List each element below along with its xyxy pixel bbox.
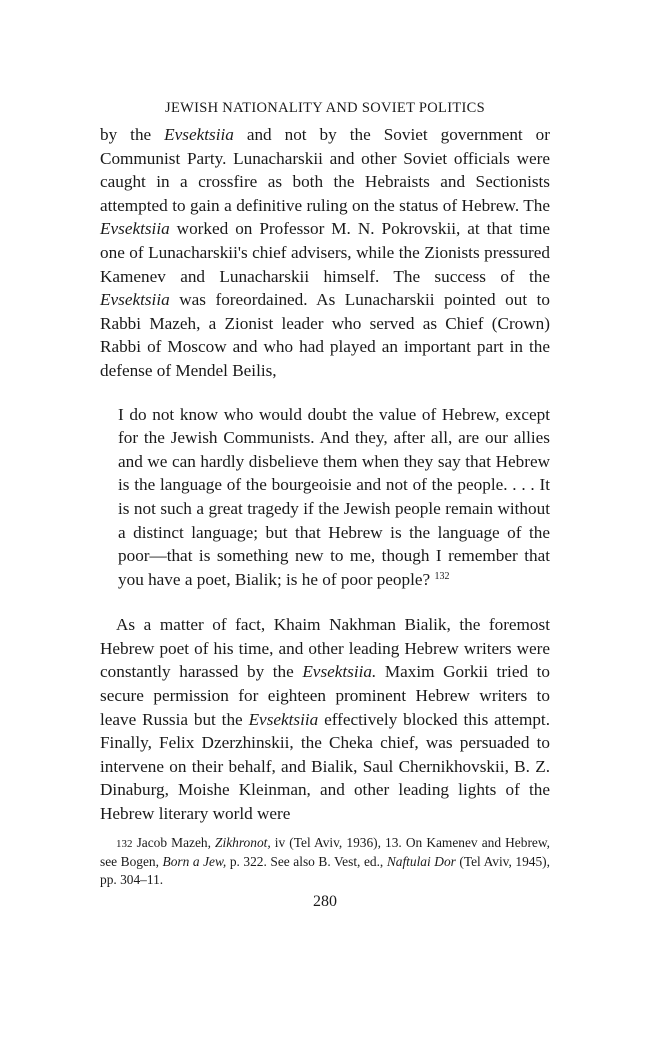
text-run: p. 322. See also B. Vest, ed., xyxy=(226,853,387,869)
quote-text: I do not know who would doubt the value of Hebrew, except for the Jewish Communists. And they, after all, are our allies and we can hardly disbelieve them when they say that Hebrew is the language of the bourgeoisie and not of the people. . . . It is not such a great tragedy if the Jewish people remain without a distinct language; but that Hebrew is the language of the poor—that is something new to me, though I remember that you have a poet, Bialik; is he of poor people? xyxy=(118,404,550,589)
text-run: As a matter of fact, Khaim Nakhman Bialik, the foremost Hebrew poet of his time, and other leading Hebrew writers were constantly harassed by the xyxy=(100,615,550,682)
body-paragraph-2 xyxy=(100,613,550,825)
text-run: Maxim Gorkii tried to secure permission for eighteen prominent Hebrew writers to leave Russia but the xyxy=(100,662,550,729)
book-page xyxy=(100,96,550,911)
footnote-132 xyxy=(100,834,550,890)
text-run: worked on Professor M. N. Pokrovskii, at that time one of Lunacharskii's chief advisers, while the Zionists pressured Kamenev and Lunacharskii himself. The success of the xyxy=(100,219,550,286)
body-paragraph-1 xyxy=(100,123,550,383)
text-run: was foreordained. As Lunacharskii pointed out to Rabbi Mazeh, a Zionist leader who served as Chief (Crown) Rabbi of Moscow and who had played an important part in the defense of Mendel Beilis, xyxy=(100,290,550,380)
text-run: Jacob Mazeh, xyxy=(132,834,216,850)
italic-term: Evsektsiia xyxy=(248,709,319,729)
text-run: effectively blocked this attempt. Finally, Felix Dzerzhinskii, the Cheka chief, was persuaded to intervene on their behalf, and Bialik, Saul Chernikhovskii, B. Z. Dinaburg, Moishe Kleinman, and other leading lights of the Hebrew literary world were xyxy=(100,709,550,824)
italic-title: Born a Jew, xyxy=(162,853,227,869)
running-head: JEWISH NATIONALITY AND SOVIET POLITICS xyxy=(165,100,485,116)
italic-title: Zikhronot, xyxy=(215,834,271,850)
italic-term: Evsektsiia xyxy=(164,125,234,144)
italic-term: Evsektsiia xyxy=(100,219,170,239)
footnote-number: 132 xyxy=(116,837,133,850)
italic-term: Evsektsiia xyxy=(100,290,170,310)
block-quote xyxy=(118,403,550,592)
text-run: and not by the Soviet government or Communist Party. Lunacharskii and other Soviet officials were caught in a crossfire as both the Hebraists and Sectionists attempted to gain a definitive ruling on the status of Hebrew. The xyxy=(100,125,550,215)
italic-title: Naftulai Dor xyxy=(386,853,456,869)
footnotes xyxy=(100,834,550,890)
italic-term: Evsektsiia. xyxy=(302,662,377,682)
text-run: (Tel Aviv, 1945), pp. 304–11. xyxy=(100,853,550,888)
page-number: 280 xyxy=(313,893,337,911)
text-run: by the xyxy=(100,125,165,144)
footnote-reference: 132 xyxy=(434,570,450,582)
text-run: iv (Tel Aviv, 1936), 13. On Kamenev and Hebrew, see Bogen, xyxy=(100,834,550,869)
